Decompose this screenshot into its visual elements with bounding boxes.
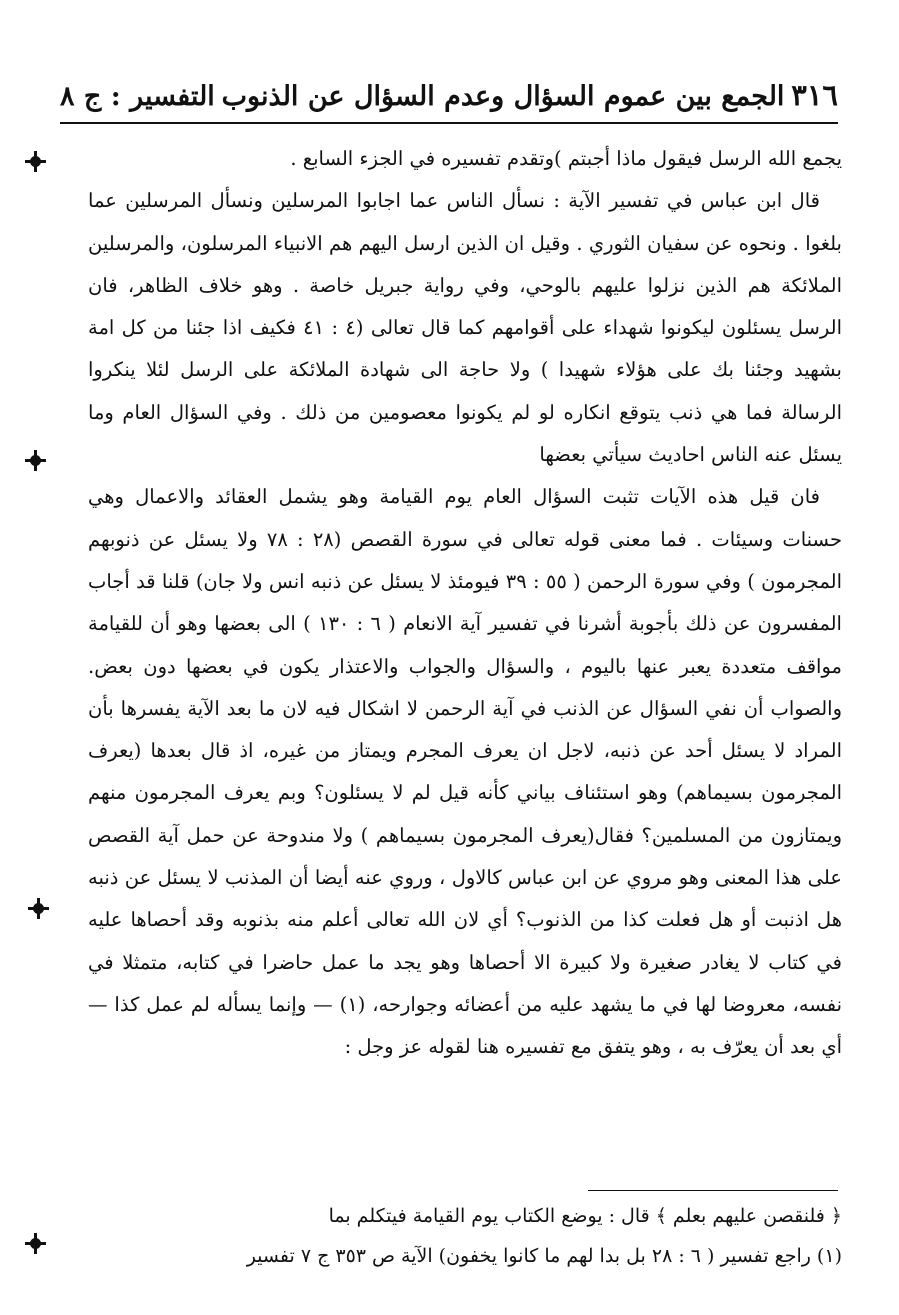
paragraph: قال ابن عباس في تفسير الآية : نسأل الناس عما اجابوا المرسلين ونسأل المرسلين عما بلغوا . ونحوه عن سفيان الثوري . وقيل ان الذين ارسل اليهم هم الانبياء المرسلون، والمرسلين الملائكة هم الذين نزلوا عليهم بالوحي، وفي رواية جبريل خاصة . وهو خلاف الظاهر، فان الرسل يسئلون ليكونوا شهداء على أقوامهم كما قال تعالى (٤ : ٤١ فكيف اذا جئنا من كل امة بشهيد وجئنا بك على هؤلاء شهيدا ) ولا حاجة الى شهادة الملائكة على الرسل لئلا ينكروا الرسالة فما هي ذنب يتوقع انكاره لو لم يكونوا معصومين من ذلك . وفي السؤال العام وما يسئل عنه الناس احاديث سيأتي بعضها [88,189,842,467]
body-text [88,138,842,1069]
footnote: (١) راجع تفسير ( ٦ : ٢٨ بل بدا لهم ما كانوا يخفون) الآية ص ٣٥٣ ج ٧ تفسير [246,1245,842,1267]
page-number: ٣١٦ [791,78,838,112]
header-rule [60,122,838,124]
registration-mark-icon [33,903,44,914]
registration-mark-icon [30,156,41,167]
paragraph: يجمع الله الرسل فيقول ماذا أجبتم )وتقدم تفسيره في الجزء السابع . [290,147,842,170]
registration-mark-icon [30,455,41,466]
running-title: الجمع بين عموم السؤال وعدم السؤال عن الذنوب [221,81,785,112]
footnote-rule [588,1190,838,1191]
continuation-line: ﴿ فلنقصن عليهم بعلم ﴾ قال : يوضع الكتاب يوم القيامة فيتكلم بما [328,1205,842,1227]
paragraph: فان قيل هذه الآيات تثبت السؤال العام يوم القيامة وهو يشمل العقائد والاعمال وهي حسنات وسيئات . فما معنى قوله تعالى في سورة القصص (٢٨ : ٧٨ ولا يسئل عن ذنوبهم المجرمون ) وفي سورة الرحمن ( ٥٥ : ٣٩ فيومئذ لا يسئل عن ذنبه انس ولا جان) قلنا قد أجاب المفسرون عن ذلك بأجوبة أشرنا في تفسير آية الانعام ( ٦ : ١٣٠ ) الى بعضها وهو أن للقيامة مواقف متعددة يعبر عنها باليوم ، والسؤال والجواب والاعتذار يكون في بعضها دون بعض. والصواب أن نفي السؤال عن الذنب في آية الرحمن لا اشكال فيه لان ما بعد الآية يفسرها بأن المراد لا يسئل أحد عن ذنبه، لاجل ان يعرف المجرم ويمتاز من غيره، اذ قال بعدها (يعرف المجرمون بسيماهم) وهو استئناف بياني كأنه قيل لم لا يسئلون؟ وبم يعرف المجرمون منهم ويمتازون من المسلمين؟ فقال(يعرف المجرمون بسيماهم ) ولا مندوحة عن حمل آية القصص على هذا المعنى وهو مروي عن ابن عباس كالاول ، وروي عنه أيضا أن المذنب لا يسئل عن ذنبه هل اذنبت أو هل فعلت كذا من الذنوب؟ أي لان الله تعالى أعلم منه بذنوبه وقد أحصاها عليه في كتاب لا يغادر صغيرة ولا كبيرة الا أحصاها وهو يجد ما عمل حاضرا في كتابه، متمثلا في نفسه، معروضا لها في ما يشهد عليه من أعضائه وجوارحه، (١) — وإنما يسأله لم عمل كذا — أي بعد أن يعرّف به ، وهو يتفق مع تفسيره هنا لقوله عز وجل : [88,485,842,1059]
page-header [60,78,838,118]
volume-label: التفسير : ج ٨ [60,81,215,112]
registration-mark-icon [30,1238,41,1249]
